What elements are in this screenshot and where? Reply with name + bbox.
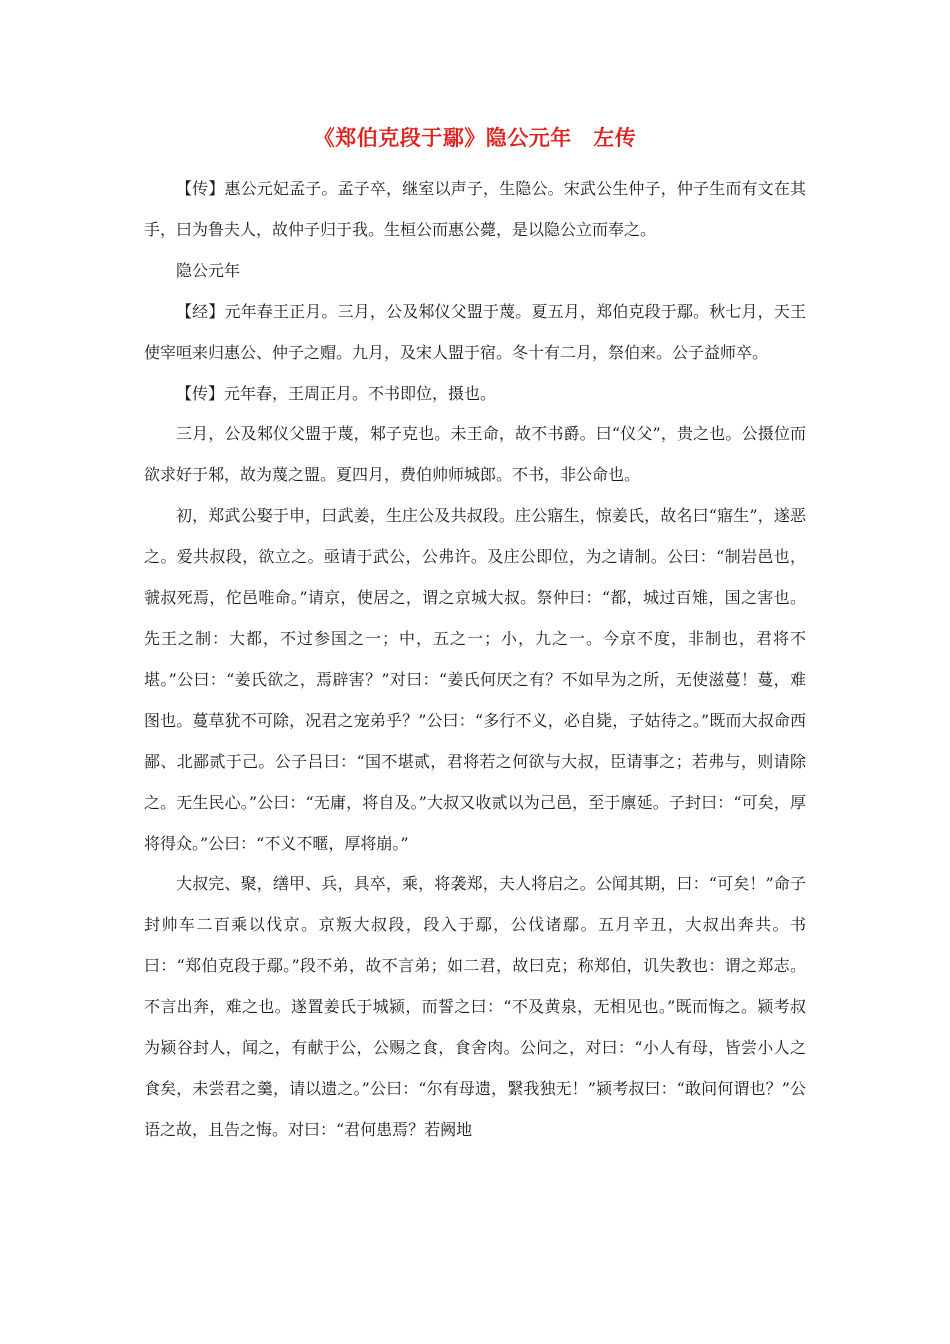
paragraph-jing: 【经】元年春王正月。三月，公及邾仪父盟于蔑。夏五月，郑伯克段于鄢。秋七月，天王使宰咺来归惠公、仲子之赗。九月，及宋人盟于宿。冬十有二月，祭伯来。公子益师卒。 — [144, 301, 806, 362]
paragraph-march: 三月，公及邾仪父盟于蔑，邾子克也。未王命，故不书爵。曰“仪父”，贵之也。公摄位而欲求好于邾，故为蔑之盟。夏四月，费伯帅师城郎。不书，非公命也。 — [144, 424, 806, 485]
paragraph-preface: 【传】惠公元妃孟子。孟子卒，继室以声子，生隐公。宋武公生仲子，仲子生而有文在其手，曰为鲁夫人，故仲子归于我。生桓公而惠公薨，是以隐公立而奉之。 — [144, 179, 806, 239]
document-body — [144, 169, 806, 1151]
paragraph-zhuan: 【传】元年春，王周正月。不书即位，摄也。 — [176, 383, 497, 403]
paragraph-attack: 大叔完、聚，缮甲、兵，具卒，乘，将袭郑，夫人将启之。公闻其期，曰：“可矣！”命子封帅车二百乘以伐京。京叛大叔段，段入于鄢，公伐诸鄢。五月辛丑，大叔出奔共。书曰：“郑伯克段于鄢。”段不弟，故不言弟；如二君，故曰克；称郑伯，讥失教也：谓之郑志。不言出奔，难之也。遂置姜氏于城颍，而誓之曰：“不及黄泉，无相见也。”既而悔之。颍考叔为颍谷封人，闻之，有献于公，公赐之食，食舍肉。公问之，对曰：“小人有母，皆尝小人之食矣，未尝君之羹，请以遗之。”公曰：“尔有母遗，繄我独无！”颍考叔曰：“敢问何谓也？”公语之故，且告之悔。对曰：“君何患焉？若阙地 — [144, 874, 806, 1139]
paragraph-origin: 初，郑武公娶于申，曰武姜，生庄公及共叔段。庄公寤生，惊姜氏，故名曰“寤生”，遂恶之。爱共叔段，欲立之。亟请于武公，公弗许。及庄公即位，为之请制。公曰：“制岩邑也，虢叔死焉，佗邑唯命。”请京，使居之，谓之京城大叔。祭仲曰：“都，城过百雉，国之害也。先王之制：大都，不过参国之一；中，五之一；小，九之一。今京不度，非制也，君将不堪。”公曰：“姜氏欲之，焉辟害？”对曰：“姜氏何厌之有？不如早为之所，无使滋蔓！蔓，难图也。蔓草犹不可除，况君之宠弟乎？”公曰：“多行不义，必自毙，子姑待之。”既而大叔命西鄙、北鄙贰于己。公子吕曰：“国不堪贰，君将若之何欲与大叔，臣请事之；若弗与，则请除之。无生民心。”公曰：“无庸，将自及。”大叔又收贰以为己邑，至于廪延。子封曰：“可矣，厚将得众。”公曰：“不义不暱，厚将崩。” — [144, 506, 806, 853]
paragraph-year-heading: 隐公元年 — [176, 260, 241, 280]
document-title: 《郑伯克段于鄢》隐公元年 左传 — [313, 126, 637, 150]
